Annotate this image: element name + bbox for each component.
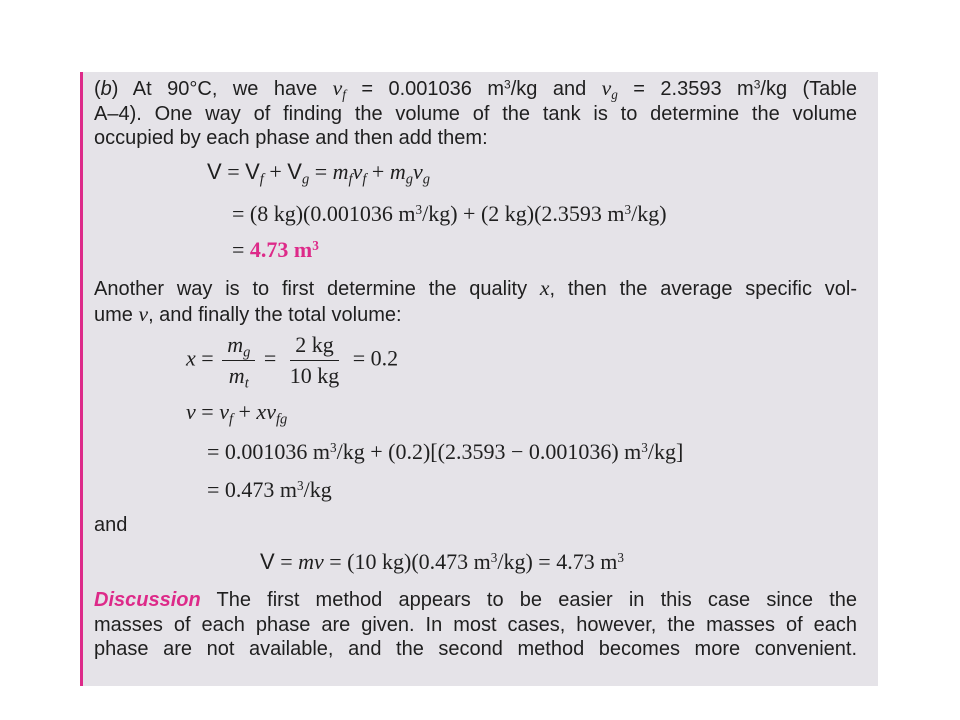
math-run: = 0.473 m — [207, 477, 298, 502]
text-run: = 2.3593 m — [617, 78, 754, 100]
method-2-paragraph — [94, 276, 857, 327]
equation-total-volume — [260, 548, 624, 576]
var-x: x — [539, 276, 550, 300]
superscript-3: 3 — [330, 439, 337, 455]
math-run: /kg + (0.2)[(2.3593 − 0.001036) m — [336, 439, 642, 464]
discussion-line-1 — [94, 588, 857, 613]
equals-sign: = — [195, 345, 220, 371]
subscript-g: g — [301, 171, 310, 188]
superscript-3: 3 — [504, 77, 511, 92]
subscript-f: f — [348, 171, 353, 188]
subscript-g: g — [405, 171, 413, 188]
var-m: m — [389, 159, 406, 184]
equation-specific-volume-substitution — [207, 438, 683, 466]
var-V: V — [207, 159, 222, 184]
plus-sign: + — [233, 399, 257, 424]
plus-sign: + — [263, 159, 288, 184]
subscript-f: f — [259, 171, 264, 188]
var-v: v — [314, 549, 324, 574]
highlighted-result: 4.73 m — [249, 237, 313, 262]
superscript-3: 3 — [753, 77, 761, 92]
text-run: ume — [94, 303, 139, 326]
math-run: = 0.2 — [347, 345, 399, 371]
math-run: = — [232, 237, 250, 262]
fraction-denominator: 10 kg — [289, 363, 340, 388]
fraction-denominator — [224, 361, 254, 390]
var-v: v — [219, 399, 229, 424]
var-v: v — [412, 159, 423, 184]
math-run: /kg) = 4.73 m — [497, 549, 618, 574]
discussion-line-3: phase are not available, and the second method becomes more convenient. — [94, 638, 857, 660]
superscript-3: 3 — [297, 477, 304, 493]
part-b-paragraph — [94, 76, 857, 151]
method-2-line-2 — [94, 302, 857, 328]
var-v: v — [601, 76, 612, 100]
subscript-g: g — [422, 171, 430, 188]
var-m: m — [332, 159, 349, 184]
fraction-mass-ratio — [222, 331, 255, 390]
math-run: /kg) + (2 kg)(2.3593 m — [422, 201, 625, 226]
superscript-3: 3 — [312, 237, 319, 253]
var-m: m — [228, 363, 245, 388]
part-b-line-1 — [94, 76, 857, 102]
equals-sign: = — [195, 399, 220, 424]
var-v: v — [186, 399, 196, 424]
fraction-mass-values — [285, 331, 345, 390]
var-v: v — [266, 399, 276, 424]
superscript-3: 3 — [617, 549, 624, 565]
text-run: ) At 90°C, we have — [111, 78, 333, 100]
plus-sign: + — [366, 159, 390, 184]
superscript-3: 3 — [624, 201, 632, 217]
var-v: v — [352, 159, 363, 184]
math-run: /kg — [303, 477, 332, 502]
subscript-g: g — [611, 87, 618, 103]
var-V: V — [245, 159, 260, 184]
math-run: = (10 kg)(0.473 m — [323, 549, 491, 574]
var-v: v — [138, 301, 149, 326]
discussion-line-2: masses of each phase are given. In most cases, however, the masses of each — [94, 613, 857, 636]
connector-and: and — [94, 514, 128, 536]
text-run: , then the average specific vol- — [549, 278, 857, 300]
superscript-3: 3 — [415, 201, 423, 217]
math-run: = 0.001036 m — [207, 439, 331, 464]
fraction-numerator: 2 kg — [290, 331, 339, 361]
text-run: , and finally the total volume: — [148, 303, 402, 326]
var-x: x — [256, 399, 267, 424]
part-b-line-2: A–4). One way of finding the volume of the tank is to determine the volume — [94, 102, 857, 125]
math-run: = (8 kg)(0.001036 m — [232, 201, 416, 226]
superscript-3: 3 — [641, 439, 648, 455]
equals-sign: = — [309, 159, 333, 184]
var-V: V — [260, 549, 275, 574]
method-2-line-1 — [94, 276, 857, 302]
superscript-3: 3 — [490, 549, 498, 565]
text-run: = 0.001036 m — [345, 78, 505, 100]
var-m: m — [227, 332, 244, 357]
subscript-g: g — [243, 344, 251, 361]
equation-quality — [186, 331, 398, 390]
var-x: x — [186, 345, 196, 371]
math-run: /kg) — [631, 201, 667, 226]
var-V: V — [287, 159, 302, 184]
part-label-open: ( — [94, 78, 101, 100]
equation-volume-sum — [207, 158, 430, 186]
text-run: The first method appears to be easier in this case since the — [200, 589, 857, 611]
text-run: Another way is to first determine the quality — [94, 278, 540, 300]
var-v: v — [332, 76, 343, 100]
equation-volume-result — [232, 236, 319, 264]
subscript-f: f — [362, 171, 367, 188]
text-run: /kg and — [510, 78, 602, 100]
equation-volume-substitution — [232, 200, 667, 228]
discussion-label: Discussion — [94, 589, 201, 611]
part-label-letter: b — [100, 78, 112, 100]
part-b-line-3: occupied by each phase and then add them: — [94, 127, 488, 149]
math-run: /kg] — [647, 439, 684, 464]
equals-sign: = — [221, 159, 246, 184]
equals-sign: = — [258, 345, 282, 371]
equation-specific-volume — [186, 398, 287, 426]
subscript-f: f — [342, 87, 346, 103]
subscript-f: f — [228, 411, 233, 428]
equation-specific-volume-result — [207, 476, 332, 504]
fraction-numerator — [222, 331, 255, 361]
equals-sign: = — [274, 549, 299, 574]
text-run: /kg (Table — [760, 78, 857, 100]
subscript-fg: fg — [275, 411, 288, 428]
subscript-t: t — [244, 375, 249, 392]
var-m: m — [298, 549, 314, 574]
discussion-paragraph — [94, 588, 857, 662]
